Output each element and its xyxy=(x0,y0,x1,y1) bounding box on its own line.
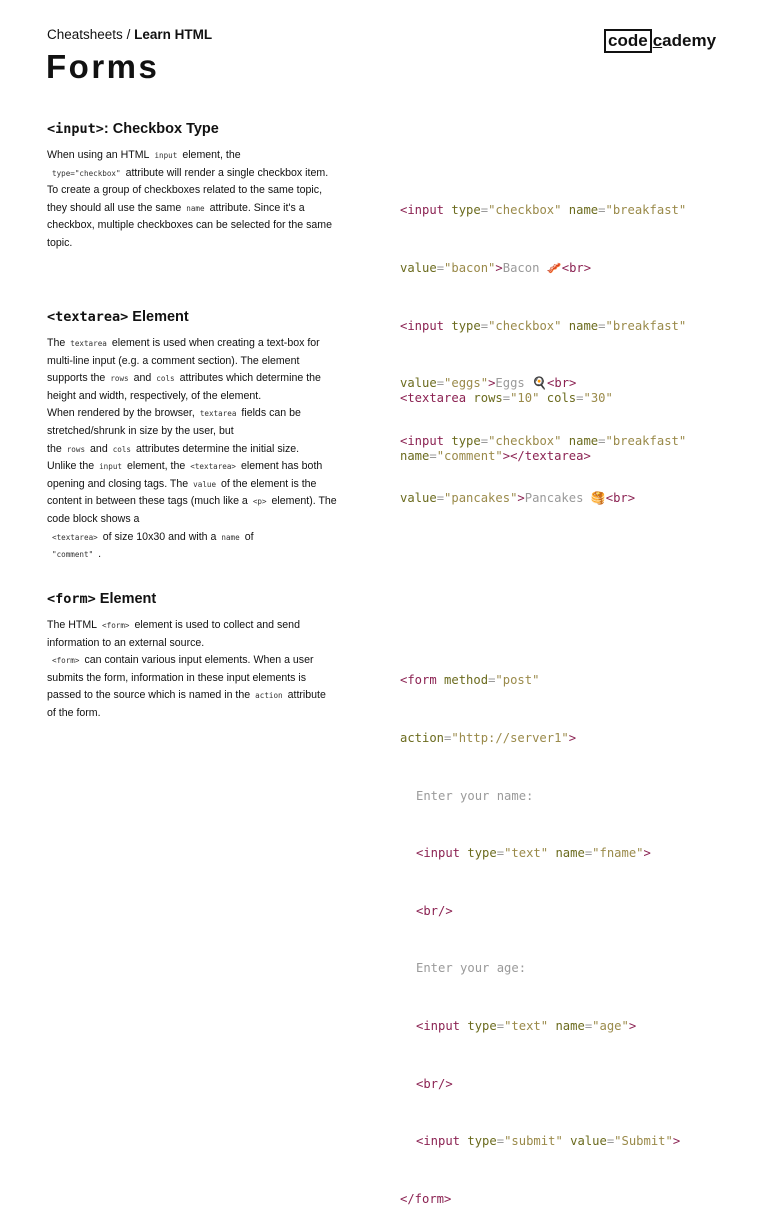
code-line: <textarea rows="10" cols="30" xyxy=(400,391,613,406)
inline-code: name xyxy=(186,203,205,213)
paragraph: <form> can contain various input elements. When a user submits the form, information in these input elements is passed to the source which is named in the action attribute of the form. xyxy=(47,654,326,719)
inline-code: <form> xyxy=(102,621,130,630)
bacon-icon: 🥓 xyxy=(546,261,562,276)
code-line: action="http://server1"> xyxy=(400,731,577,746)
page-title: Forms xyxy=(46,48,160,85)
inline-code: rows xyxy=(110,374,129,384)
section-desc-textarea xyxy=(47,335,337,564)
code-line: Enter your name: xyxy=(416,788,534,803)
pancakes-icon: 🥞 xyxy=(590,491,606,506)
section-title-form: <form> Element xyxy=(47,591,157,607)
paragraph: When using an HTML input element, the type="checkbox" attribute will render a single checkbox item. To create a group of checkboxes related to the same topic, they should all use the same name attribute. Since it's a checkbox, multiple checkboxes can be selected for the same topic. xyxy=(47,149,333,249)
code-line: <input type="text" name="fname"> xyxy=(416,846,651,861)
inline-code: type="checkbox" xyxy=(52,168,121,178)
code-block-form xyxy=(400,633,680,1228)
code-line: value="bacon">Bacon 🥓<br> xyxy=(400,261,592,276)
code-line: <input type="checkbox" name="breakfast" xyxy=(400,433,687,448)
code-line: <input type="checkbox" name="breakfast" xyxy=(400,318,687,333)
inline-code: rows xyxy=(66,444,86,454)
paragraph: The textarea element is used when creating a text-box for multi-line input (e.g. a comment section). The element supports the rows and cols attributes which determine the height and width, respectively, of the element. xyxy=(47,337,321,402)
breadcrumb xyxy=(47,27,212,42)
breadcrumb-current[interactable]: Learn HTML xyxy=(134,27,213,42)
breadcrumb-separator: / xyxy=(122,27,135,42)
paragraph: The HTML <form> element is used to collect and send information to an external source. xyxy=(47,619,300,649)
inline-code: value xyxy=(193,479,217,489)
inline-code: textarea xyxy=(70,339,107,348)
code-line: </form> xyxy=(400,1191,452,1206)
inline-code: <textarea> xyxy=(52,532,98,542)
code-block-textarea xyxy=(400,351,613,485)
code-line: <input type="checkbox" name="breakfast" xyxy=(400,203,687,218)
code-line: name="comment"></textarea> xyxy=(400,449,591,464)
inline-code: textarea xyxy=(199,409,237,419)
section-desc-checkbox xyxy=(47,147,337,253)
section-desc-form xyxy=(47,617,337,723)
section-title-checkbox: <input>: Checkbox Type xyxy=(47,121,219,137)
inline-code: cols xyxy=(112,444,132,454)
section-title-textarea: <textarea> Element xyxy=(47,309,189,325)
inline-code: <p> xyxy=(252,497,267,507)
logo-code-box: code xyxy=(604,29,652,53)
eggs-icon: 🍳 xyxy=(532,376,548,391)
code-line: <form method="post" xyxy=(400,673,540,688)
code-line: Enter your age: xyxy=(416,961,527,976)
code-line: <input type="submit" value="Submit"> xyxy=(416,1134,681,1149)
inline-code: cols xyxy=(156,374,175,384)
inline-code: <textarea> xyxy=(190,462,236,472)
paragraph: When rendered by the browser, textarea fields can be stretched/shrunk in size by the user, but the rows and cols attributes determine the initial size. xyxy=(47,407,301,455)
inline-code: input xyxy=(154,151,178,160)
inline-code: action xyxy=(255,691,283,701)
logo-cademy: cademy xyxy=(652,31,717,50)
code-line: value="pancakes">Pancakes 🥞<br> xyxy=(400,491,636,506)
inline-code: <form> xyxy=(52,656,80,666)
code-line: <br/> xyxy=(416,1076,453,1091)
inline-code: name xyxy=(221,532,240,542)
breadcrumb-parent[interactable]: Cheatsheets xyxy=(47,27,123,42)
codecademy-logo[interactable] xyxy=(604,29,716,53)
paragraph: Unlike the input element, the <textarea> element has both opening and closing tags. The value of the element is the content in between these tags (much like a <p> element). The code block shows a <textarea> of size 10x30 and with a name of "comment" . xyxy=(47,460,337,561)
code-line: <br/> xyxy=(416,903,453,918)
inline-code: input xyxy=(99,462,122,472)
code-line: <input type="text" name="age"> xyxy=(416,1019,637,1034)
code-line: value="eggs">Eggs 🍳<br> xyxy=(400,376,577,391)
inline-code: "comment" xyxy=(52,550,94,560)
